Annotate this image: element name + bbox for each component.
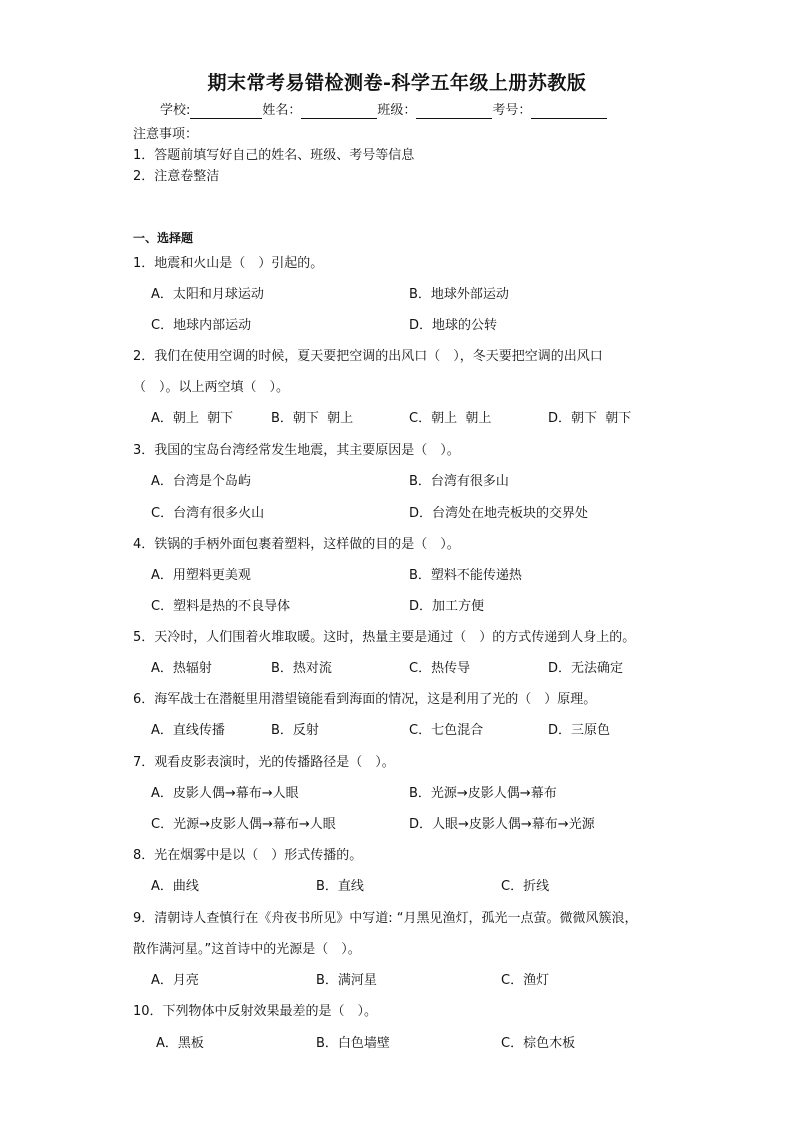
question-7: 7．观看皮影表演时，光的传播路径是（ ）。	[133, 755, 395, 770]
option-7d[interactable]: D．人眼→皮影人偶→幕布→光源	[409, 817, 595, 832]
school-label: 学校:	[160, 103, 191, 118]
notes-heading: 注意事项：	[133, 127, 199, 142]
question-4: 4．铁锅的手柄外面包裹着塑料，这样做的目的是（ ）。	[133, 537, 460, 552]
option-5d[interactable]: D．无法确定	[548, 661, 624, 676]
option-6c[interactable]: C．七色混合	[409, 723, 484, 738]
option-2d[interactable]: D．朝下 朝下	[548, 411, 632, 426]
option-6b[interactable]: B．反射	[271, 723, 319, 738]
class-blank[interactable]	[416, 101, 492, 119]
option-9a[interactable]: A．月亮	[151, 973, 199, 988]
option-5c[interactable]: C．热传导	[409, 661, 471, 676]
option-7a[interactable]: A．皮影人偶→幕布→人眼	[151, 786, 299, 801]
page-title: 期末常考易错检测卷-科学五年级上册苏教版	[207, 72, 587, 94]
option-6a[interactable]: A．直线传播	[151, 723, 225, 738]
notes-block	[133, 124, 414, 187]
class-label: 班级：	[377, 103, 417, 118]
option-1b[interactable]: B．地球外部运动	[409, 287, 509, 302]
option-7b[interactable]: B．光源→皮影人偶→幕布	[409, 786, 557, 801]
option-9c[interactable]: C．渔灯	[501, 973, 550, 988]
name-blank[interactable]	[301, 101, 377, 119]
question-2-line1: 2．我们在使用空调的时候，夏天要把空调的出风口（ ），冬天要把空调的出风口	[133, 349, 603, 364]
section-heading: 一、选择题	[133, 231, 194, 245]
student-info-line	[160, 101, 607, 121]
option-10c[interactable]: C．棕色木板	[501, 1036, 576, 1051]
school-blank[interactable]	[190, 101, 262, 119]
exam-no-label: 考号：	[492, 103, 532, 118]
question-5: 5．天冷时，人们围着火堆取暖。这时，热量主要是通过（ ）的方式传递到人身上的。	[133, 630, 636, 645]
option-8a[interactable]: A．曲线	[151, 879, 199, 894]
option-10b[interactable]: B．白色墙壁	[316, 1036, 390, 1051]
option-2c[interactable]: C．朝上 朝上	[409, 411, 492, 426]
notes-item: 1．答题前填写好自己的姓名、班级、考号等信息	[133, 148, 415, 163]
option-7c[interactable]: C．光源→皮影人偶→幕布→人眼	[151, 817, 336, 832]
option-9b[interactable]: B．满河星	[316, 973, 377, 988]
question-8: 8．光在烟雾中是以（ ）形式传播的。	[133, 848, 363, 863]
question-2-line2: （ ）。以上两空填（ ）。	[133, 380, 290, 395]
option-4a[interactable]: A．用塑料更美观	[151, 568, 251, 583]
option-1a[interactable]: A．太阳和月球运动	[151, 287, 264, 302]
option-4b[interactable]: B．塑料不能传递热	[409, 568, 522, 583]
option-8c[interactable]: C．折线	[501, 879, 550, 894]
option-5b[interactable]: B．热对流	[271, 661, 332, 676]
question-9-line1: 9．清朝诗人查慎行在《舟夜书所见》中写道: “月黑见渔灯，孤光一点萤。微微风簇浪，	[133, 911, 638, 926]
name-label: 姓名：	[262, 103, 302, 118]
option-3b[interactable]: B．台湾有很多山	[409, 474, 509, 489]
option-4c[interactable]: C．塑料是热的不良导体	[151, 599, 291, 614]
option-3c[interactable]: C．台湾有很多火山	[151, 506, 265, 521]
option-2a[interactable]: A．朝上 朝下	[151, 411, 234, 426]
option-6d[interactable]: D．三原色	[548, 723, 611, 738]
option-1c[interactable]: C．地球内部运动	[151, 318, 252, 333]
option-3d[interactable]: D．台湾处在地壳板块的交界处	[409, 506, 589, 521]
question-3: 3．我国的宝岛台湾经常发生地震，其主要原因是（ ）。	[133, 443, 460, 458]
exam-no-blank[interactable]	[531, 101, 607, 119]
option-5a[interactable]: A．热辐射	[151, 661, 212, 676]
question-10: 10．下列物体中反射效果最差的是（ ）。	[133, 1004, 378, 1019]
option-4d[interactable]: D．加工方便	[409, 599, 485, 614]
question-9-line2: 散作满河星。”这首诗中的光源是（ ）。	[133, 942, 361, 957]
question-6: 6．海军战士在潜艇里用潜望镜能看到海面的情况，这是利用了光的（ ）原理。	[133, 692, 597, 707]
option-3a[interactable]: A．台湾是个岛屿	[151, 474, 251, 489]
notes-item: 2．注意卷整洁	[133, 169, 220, 184]
option-10a[interactable]: A．黑板	[156, 1036, 204, 1051]
option-8b[interactable]: B．直线	[316, 879, 364, 894]
option-2b[interactable]: B．朝下 朝上	[271, 411, 354, 426]
question-1: 1．地震和火山是（ ）引起的。	[133, 256, 324, 271]
option-1d[interactable]: D．地球的公转	[409, 318, 498, 333]
